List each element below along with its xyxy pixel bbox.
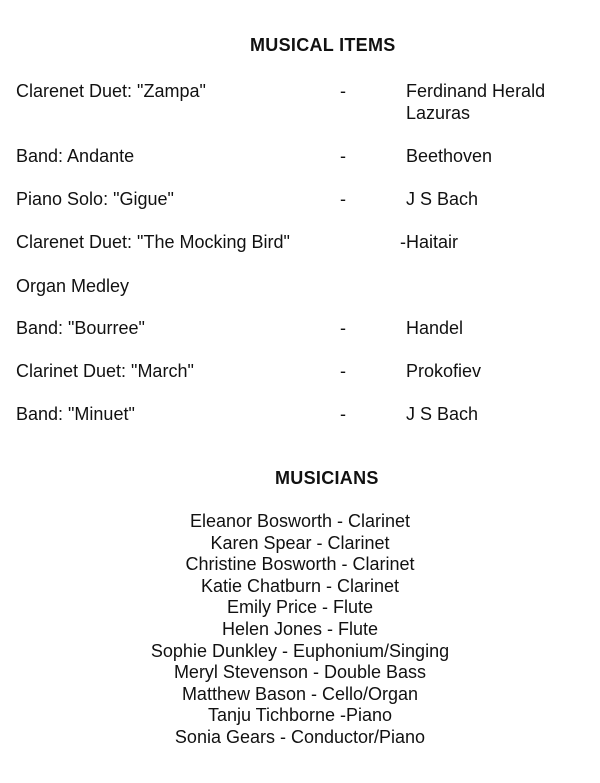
item-separator-dash: - (340, 81, 346, 101)
item-composer: Beethoven (406, 146, 493, 166)
item-separator-dash: - (340, 404, 346, 424)
item-composer: Prokofiev (406, 361, 482, 381)
item-separator-dash: - (340, 318, 346, 338)
musical-items-heading: MUSICAL ITEMS (250, 35, 396, 55)
item-title: Clarenet Duet: "The Mocking Bird" (16, 232, 290, 252)
musician-entry: Eleanor Bosworth - Clarinet (189, 511, 411, 531)
musical-item-row (0, 403, 600, 447)
item-title: Clarenet Duet: "Zampa" (16, 81, 206, 101)
musician-entry: Helen Jones - Flute (221, 618, 379, 639)
item-composer: J S Bach (406, 189, 479, 209)
musician-entry: Karen Spear - Clarinet (210, 532, 390, 553)
musician-entry: Tanju Tichborne -Piano (207, 705, 393, 726)
musicians-heading: MUSICIANS (275, 468, 379, 488)
musician-entry: Christine Bosworth - Clarinet (185, 554, 415, 575)
musician-entry: Emily Price - Flute (226, 597, 374, 618)
musician-entry: Sonia Gears - Conductor/Piano (174, 726, 426, 747)
item-title: Band: "Bourree" (16, 318, 145, 338)
musician-entry: Katie Chatburn - Clarinet (200, 575, 400, 596)
item-separator-dash: - (340, 361, 346, 381)
musician-entry: Sophie Dunkley - Euphonium/Singing (150, 640, 450, 661)
item-title: Band: Andante (16, 146, 135, 166)
item-composer: J S Bach (406, 404, 479, 424)
musical-item-row (0, 145, 600, 189)
musical-item-row (0, 231, 600, 275)
item-composer: Ferdinand Herald Lazuras (406, 81, 546, 123)
item-separator-dash: - (340, 189, 346, 209)
musician-entry: Matthew Bason - Cello/Organ (181, 683, 419, 704)
item-separator-dash: - (340, 146, 346, 166)
item-title: Clarinet Duet: "March" (16, 361, 194, 381)
musical-item-row (0, 188, 600, 232)
item-title: Piano Solo: "Gigue" (16, 189, 174, 209)
musicians-list (0, 511, 600, 749)
item-title: Organ Medley (16, 276, 130, 296)
musical-item-row (0, 80, 600, 124)
item-composer: -Haitair (400, 232, 459, 252)
item-title: Band: "Minuet" (16, 404, 135, 424)
musician-entry: Meryl Stevenson - Double Bass (173, 662, 427, 683)
musical-item-row (0, 275, 600, 319)
musical-item-row (0, 360, 600, 404)
item-composer: Handel (406, 318, 464, 338)
musical-item-row (0, 317, 600, 361)
